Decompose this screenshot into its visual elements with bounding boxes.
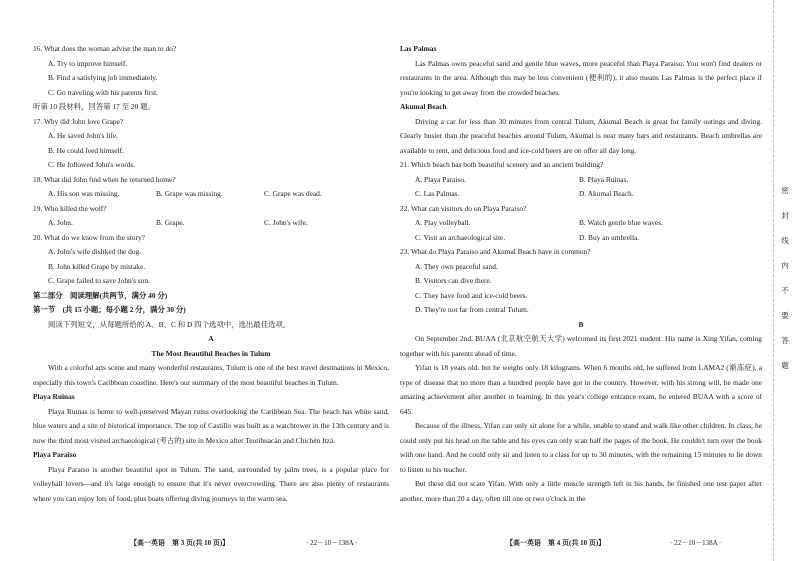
answer-option: A. John.: [48, 218, 73, 227]
seal-line-notice: [778, 185, 792, 385]
answer-option: C. He followed John's words.: [48, 160, 136, 169]
section-heading: 第二部分 阅读理解(共两节，满分 40 分): [33, 290, 168, 300]
option-row: [400, 187, 762, 202]
answer-option: A. His son was missing.: [48, 189, 120, 198]
answer-option: D. They're not far from central Tulum.: [415, 305, 529, 314]
question: 17. Why did John love Grape?: [33, 116, 124, 126]
answer-option: A. John's wife disliked the dog.: [48, 247, 142, 256]
answer-option: C. John's wife.: [264, 218, 308, 227]
exam-code: · 22－10－138A ·: [670, 539, 722, 547]
question: 20. What do we know from the story?: [33, 232, 145, 242]
footer-left-page: [130, 538, 229, 548]
subheading: Las Palmas: [400, 44, 437, 53]
answer-option: B. Grape was missing.: [156, 189, 223, 198]
answer-option: B. Watch gentle blue waves.: [579, 218, 663, 227]
passage-title: The Most Beautiful Beaches in Tulum: [151, 348, 271, 358]
question: 21. Which beach has both beautiful scenery and an ancient building?: [400, 160, 604, 169]
seal-notice-char: 答: [781, 336, 789, 345]
binding-line: [773, 0, 774, 561]
answer-option: C. Grape was dead.: [264, 189, 322, 198]
answer-option: B. Visitors can dive there.: [415, 276, 492, 285]
exam-code: · 22－10－138A ·: [306, 539, 358, 547]
question: 22. What can visitors do on Playa Paraiso?: [400, 203, 527, 213]
seal-notice-char: 题: [781, 361, 789, 370]
answer-option: C. Grape failed to save John's son.: [48, 276, 150, 285]
answer-option: C. Las Palmas.: [415, 189, 460, 198]
answer-option: C. Visit an archaeological site.: [415, 232, 506, 242]
paragraph: Playa Ruinas is home to well-preserved Mayan ruins overlooking the Caribbean Sea. The beach has white sand, blue waters and a site of historical importance. The top of Castillo was built as a watchtower in the 13th century and is now the third most visited archaeological (考古的) site in Mexico after Teotihuacán and Chichén Itzá.: [33, 406, 389, 445]
subheading: Playa Paraiso: [33, 450, 77, 459]
seal-notice-char: 封: [781, 211, 789, 220]
answer-option: B. Find a satisfying job immediately.: [48, 73, 158, 82]
answer-option: C. They have food and ice-cold beers.: [415, 290, 528, 300]
answer-option: B. He could feed himself.: [48, 145, 124, 155]
paragraph: Playa Paraiso is another beautiful spot in Tulum. The sand, surrounded by palm trees, is a popular place for volleyball lovers—and it's large enough to ensure that it's never overcrowding. There are also plenty of restaurants where you can enjoy lots of food, plus boats offering diving journeys in the warm sea.: [33, 464, 389, 503]
section-heading: 第一节 (共 15 小题；每小题 2 分，满分 30 分): [33, 305, 186, 314]
question: 听第 10 段材料，回答第 17 至 20 题。: [33, 102, 155, 111]
paragraph: With a colorful arts scene and many wonderful restaurants, Tulum is one of the best travel destinations in Mexico, especially this town's Caribbean coastline. Here's our summary of the most beautiful beaches in Tulum.: [33, 363, 389, 387]
footer-left-code: [306, 538, 357, 548]
option-row: [33, 216, 389, 231]
answer-option: B. Grape.: [156, 218, 185, 227]
option-row: [400, 173, 762, 188]
answer-option: A. Play volleyball.: [415, 218, 471, 227]
left-column: [33, 42, 389, 506]
option-row: [33, 187, 389, 202]
question: 19. Who killed the wolf?: [33, 203, 107, 213]
right-column: [400, 42, 762, 506]
question: 16. What does the woman advise the man to do?: [33, 44, 177, 53]
page-number-label: 【高一英语 第 3 页(共 10 页)】: [130, 539, 230, 547]
footer-right-page: [506, 538, 605, 548]
paragraph: On September 2nd, BUAA (北京航空航天大学) welcomed its first 2021 student. His name is Xing Yifan, coming together with his parents ahead of time.: [400, 334, 762, 358]
answer-option: A. Try to improve himself.: [48, 58, 128, 68]
question: 23. What do Playa Paraiso and Akumal Beach have in common?: [400, 247, 591, 256]
seal-notice-char: 内: [781, 261, 789, 270]
seal-notice-char: 密: [781, 186, 789, 195]
paragraph: Las Palmas owns peaceful sand and gentle blue waves, more peaceful than Playa Paraiso. You won't find dealers or restaurants in the area. Although this may be less convenient (便利的), it also means Las Palmas is the perfect place if you're looking to get away from the crowded beaches.: [400, 58, 762, 97]
answer-option: C. Go traveling with his parents first.: [48, 87, 159, 97]
answer-option: A. They own peaceful sand.: [415, 261, 498, 271]
page-number-label: 【高一英语 第 4 页(共 10 页)】: [506, 539, 606, 547]
paragraph: Yifan is 18 years old, but he weighs only 18 kilograms. When 6 months old, he suffered from LAMA2 (渐冻症), a type of disease that no more than a hundred people have got in the country. However, with his strong will, he made one amazing achievement after another in learning. In this year's college entrance exam, he entered BUAA with a score of 645.: [400, 363, 762, 416]
answer-option: A. He saved John's life.: [48, 131, 118, 140]
answer-option: B. Playa Ruinas.: [579, 174, 629, 184]
paragraph: Driving a car for less than 30 minutes from central Tulum, Akumal Beach is great for family outings and diving. Clearly busier than the peaceful beaches around Tulum, Akumal is near many bars and restaurants. Beach umbrellas are available to rent, and delicious food and ice-cold beers are on offer all day long.: [400, 116, 762, 155]
paragraph: But these did not scare Yifan. With only a little muscle strength left in his hands, he finished one test paper after another, more than 20 a day, often till one or two o'clock in the: [400, 479, 762, 503]
instructions: 阅读下列短文，从每题所给的 A、B、C 和 D 四个选项中，选出最佳选项。: [48, 319, 291, 329]
option-row: [400, 216, 762, 231]
subheading: Akumal Beach: [400, 102, 447, 111]
subheading: Playa Ruinas: [33, 392, 75, 401]
seal-notice-char: 不: [781, 286, 789, 295]
passage-letter: B: [578, 319, 584, 329]
answer-option: D. Buy an umbrella.: [579, 232, 640, 242]
answer-option: A. Playa Paraiso.: [415, 174, 466, 184]
footer-right-code: [670, 538, 721, 548]
answer-option: D. Akumal Beach.: [579, 189, 634, 198]
question: 18. What did John find when he returned home?: [33, 174, 176, 184]
seal-notice-char: 要: [781, 311, 789, 320]
option-row: [400, 231, 762, 246]
paragraph: Because of the illness, Yifan can only sit alone for a while, unable to stand and walk like other children. In class, he could only put his head on the table and his eyes can only scan half the pages of the book. He couldn't turn over the book with one hand. And he could only sit and listen to a class for up to 30 minutes, with the remaining 15 minutes to lie down to listen to his teacher.: [400, 421, 762, 474]
passage-letter: A: [208, 334, 214, 343]
seal-notice-char: 线: [781, 236, 789, 245]
answer-option: B. John killed Grape by mistake.: [48, 261, 146, 271]
